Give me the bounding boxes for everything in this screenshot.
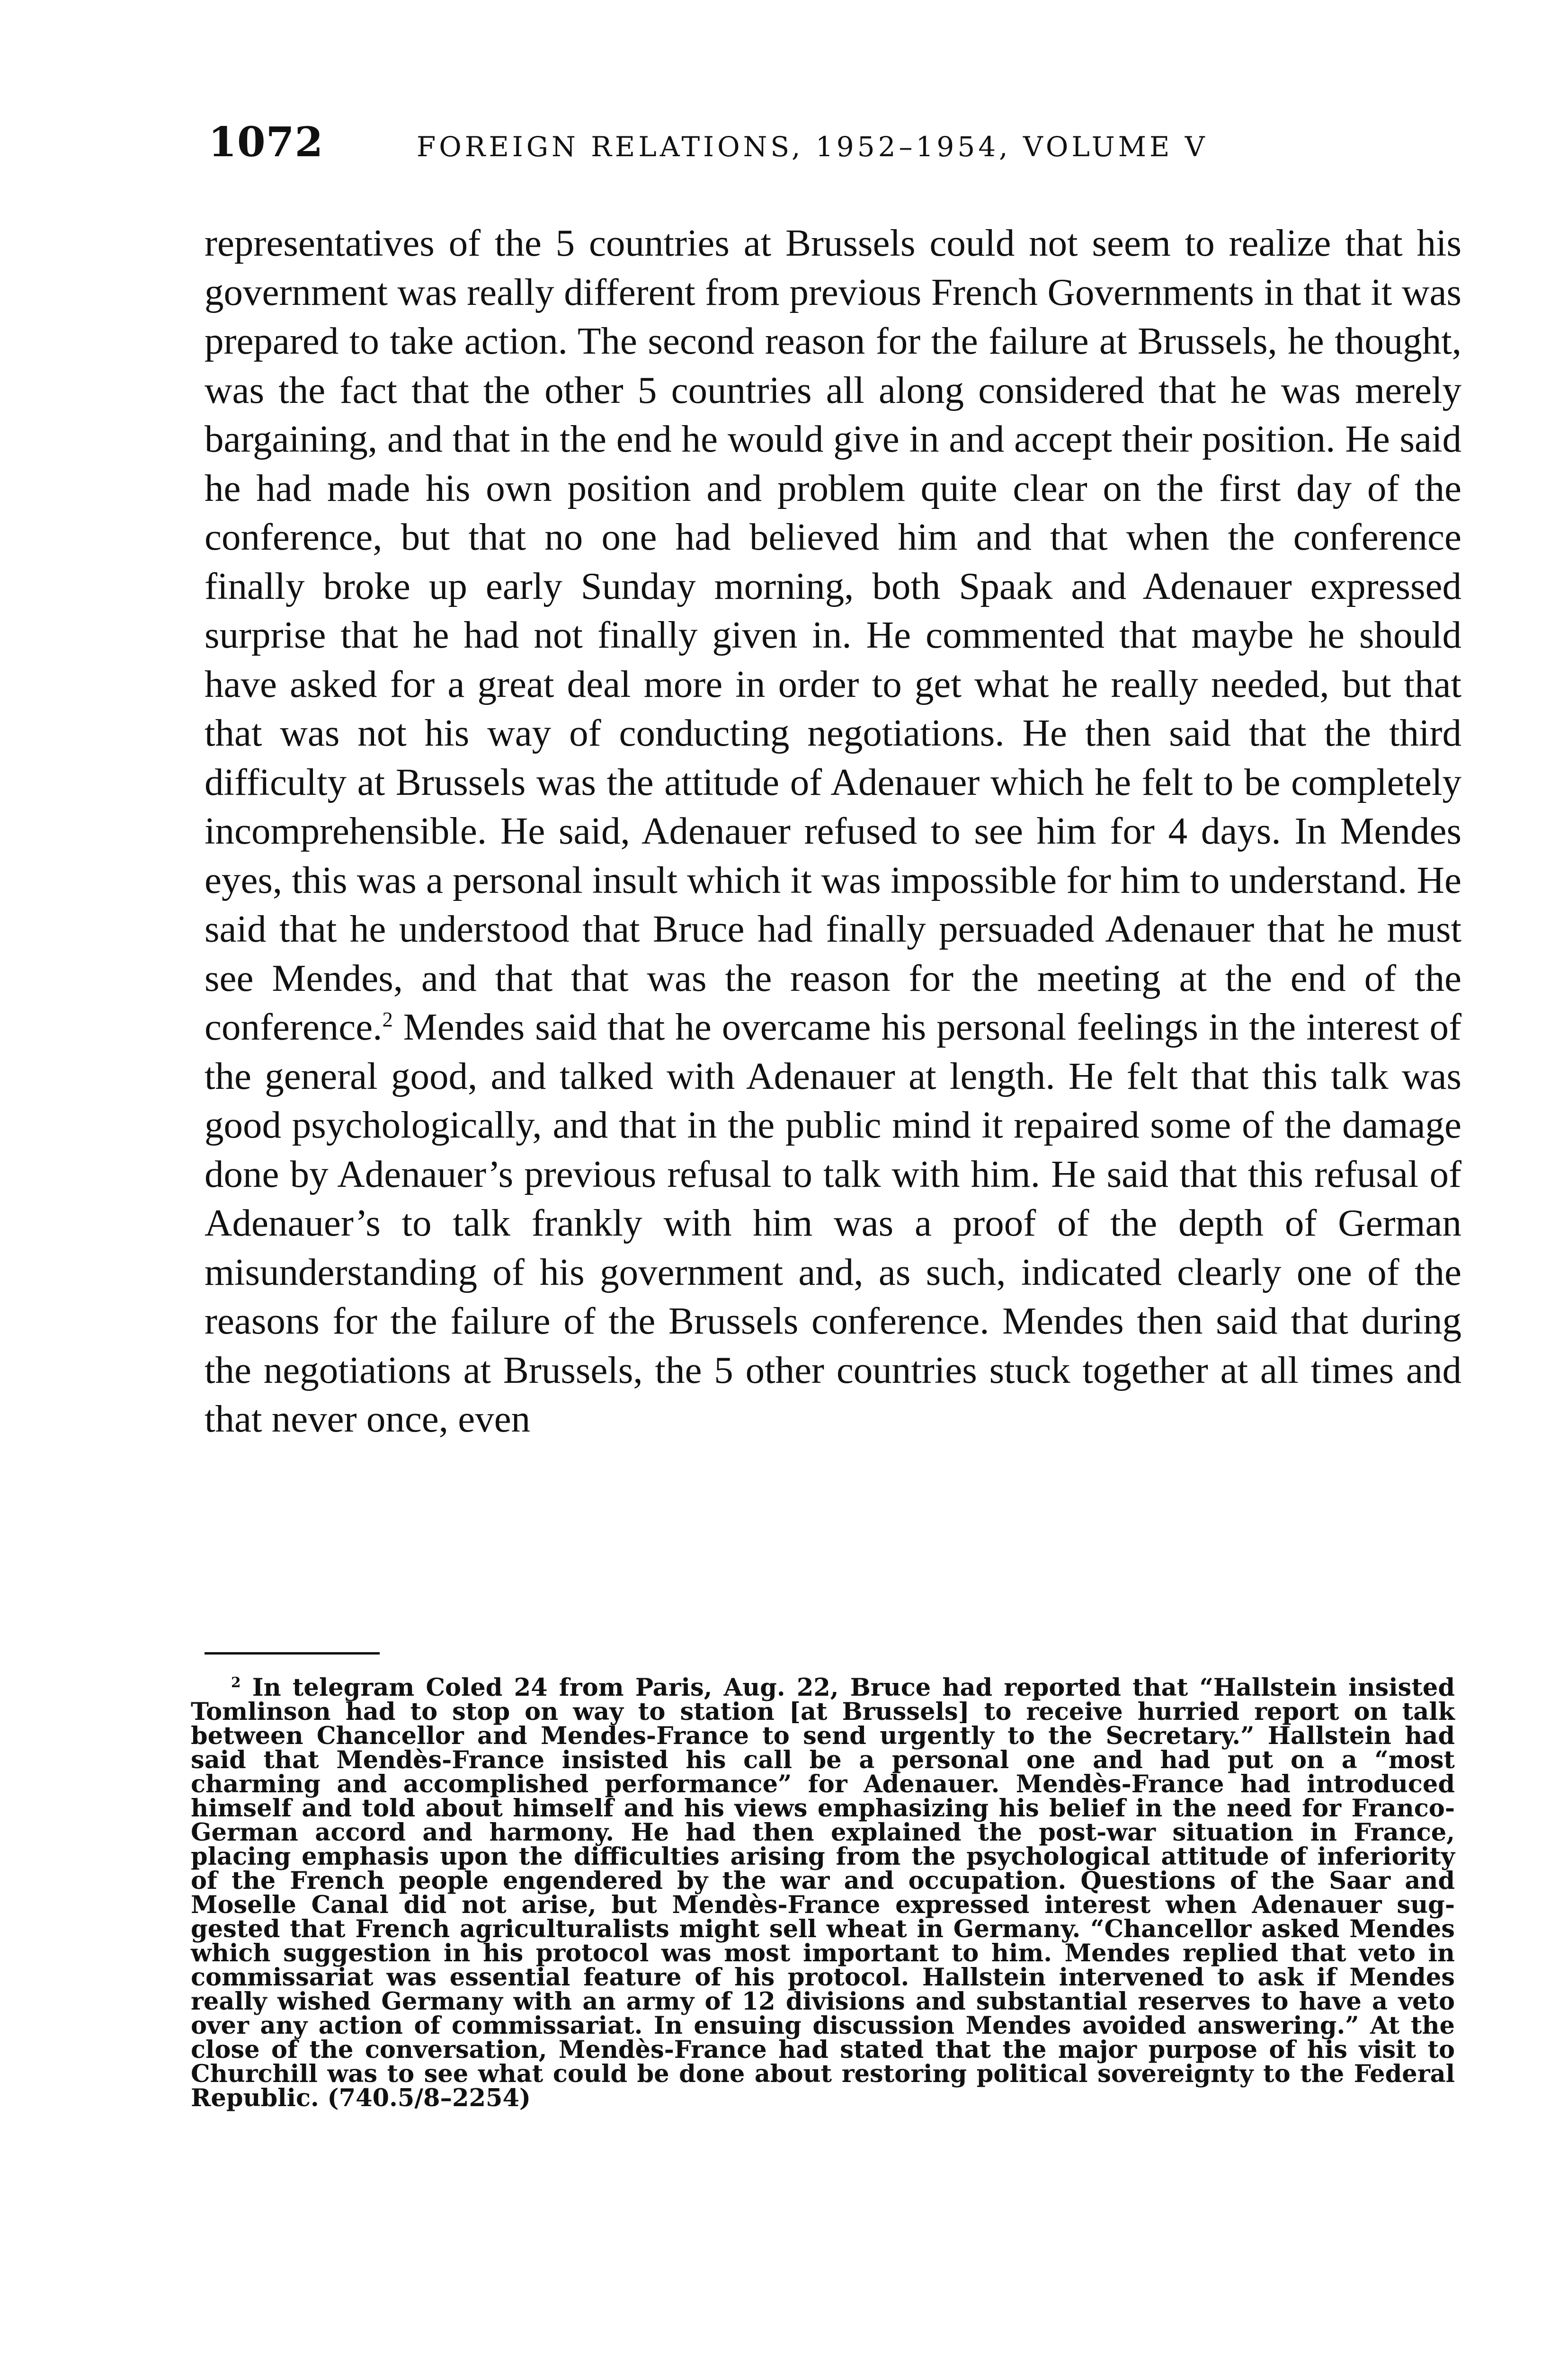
footnote-reference: 2 [382, 1007, 393, 1031]
footnote-number: 2 [231, 1674, 241, 1691]
footnote-divider [205, 1652, 380, 1655]
main-text-after-note: Mendes said that he overcame his personal feelings in the interest of the general good, and talked with Adenauer at length. He felt that this talk was good psychologically, and that in the public mind it repaired some of the damage done by Adenauer’s previous refusal to talk with him. He said that this refusal of Adenauer’s to talk frankly with him was a proof of the depth of German misunderstanding of his government and, as such, indicated clearly one of the reasons for the failure of the Brussels conference. Mendes then said that during the negotiations at Brussels, the 5 other countries stuck together at all times and that never once, even [205, 1006, 1461, 1440]
main-text [205, 219, 1461, 1444]
footnote [191, 1673, 1455, 2112]
footnote-text: In telegram Coled 24 from Paris, Aug. 22, Bruce had reported that “Hallstein insisted Tomlinson had to stop on way to station [at Brussels] to receive hurried report on talk between Chancellor and Mendes-France to send urgently to the Secretary.” Hallstein had said that Mendès-France insisted his call be a personal one and had put on a “most charming and accomplished performance” for Adenauer. Mendès-France had introduced himself and told about himself and his views emphasizing his belief in the need for Franco-German accord and harmony. He had then explained the post-war situation in France, placing emphasis upon the difficulties arising from the psychological attitude of inferiority of the French people engendered by the war and occupation. Questions of the Saar and Moselle Canal did not arise, but Mendès-France expressed interest when Adenauer suggested that French agriculturalists might sell wheat in Germany. “Chancellor asked Mendes which suggestion in his protocol was most important to him. Mendes replied that veto in commissariat was essential feature of his protocol. Hallstein intervened to ask if Mendes really wished Germany with an army of 12 divisions and substantial reserves to have a veto over any action of commissariat. In ensuing discussion Mendes avoided answering.” At the close of the conversation, Mendès-France had stated that the major purpose of his visit to Churchill was to see what could be done about restoring political sovereignty to the Federal Republic. (740.5/8–2254) [191, 1673, 1455, 2112]
running-head: FOREIGN RELATIONS, 1952–1954, VOLUME V [417, 131, 1208, 163]
main-text-before-note: representatives of the 5 countries at Brussels could not seem to realize that his government was really different from previous French Governments in that it was prepared to take action. The second reason for the failure at Brussels, he thought, was the fact that the other 5 countries all along considered that he was merely bargaining, and that in the end he would give in and accept their position. He said he had made his own position and problem quite clear on the first day of the conference, but that no one had believed him and that when the conference finally broke up early Sunday morning, both Spaak and Adenauer expressed surprise that he had not finally given in. He commented that maybe he should have asked for a great deal more in order to get what he really needed, but that that was not his way of conducting negotiations. He then said that the third difficulty at Brussels was the attitude of Adenauer which he felt to be completely incomprehensible. He said, Adenauer refused to see him for 4 days. In Mendes eyes, this was a personal insult which it was impossible for him to understand. He said that he understood that Bruce had finally persuaded Adenauer that he must see Mendes, and that that was the reason for the meeting at the end of the conference. [205, 222, 1461, 1048]
page-header [208, 118, 1269, 180]
page-number: 1072 [208, 118, 324, 166]
